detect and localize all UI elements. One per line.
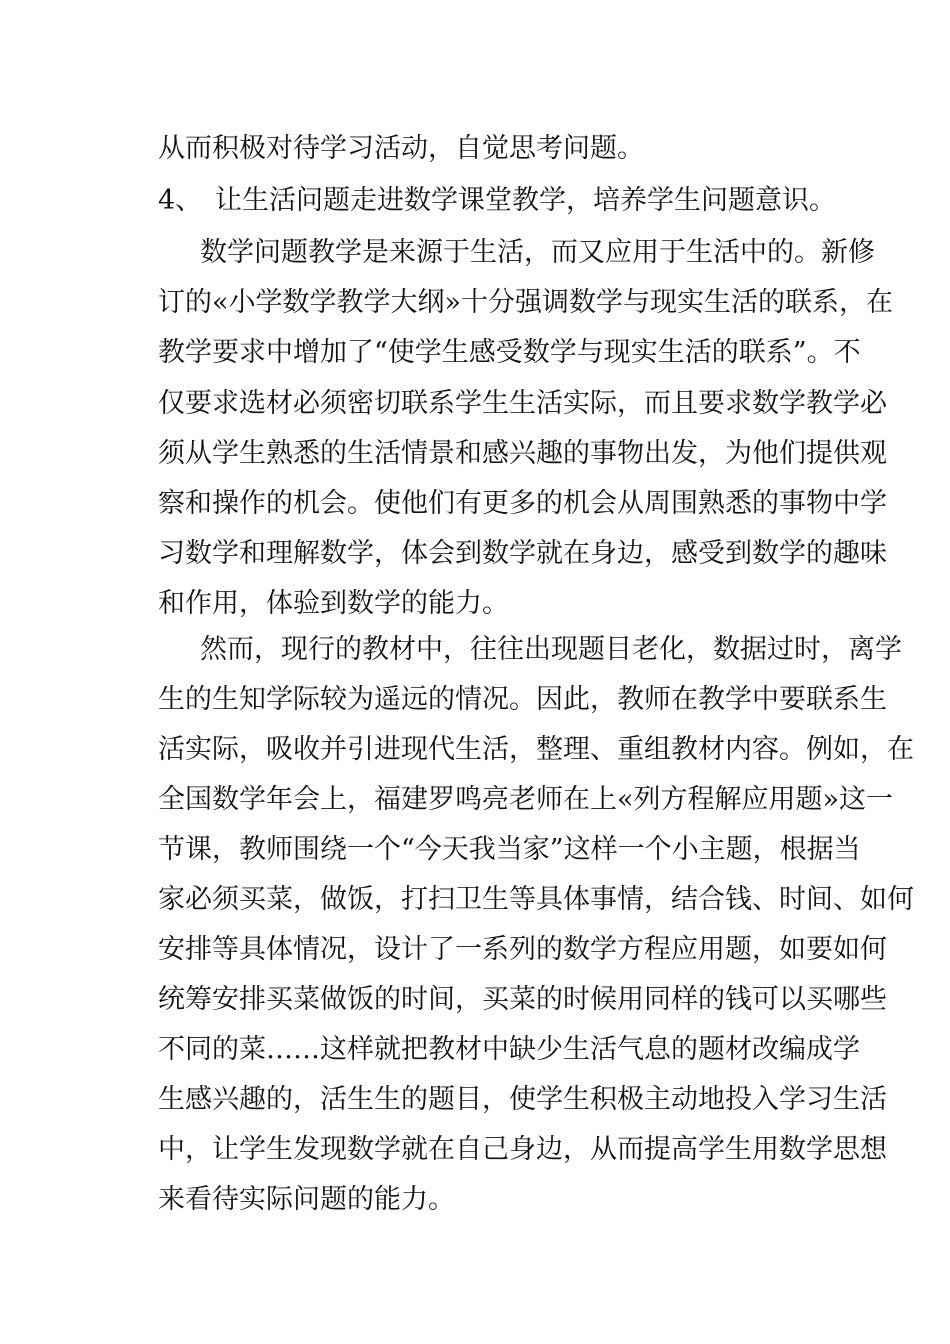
section-heading: 让生活问题走进数学课堂教学，培养学生问题意识。	[215, 185, 836, 216]
paragraph-line: 来看待实际问题的能力。	[158, 1184, 455, 1215]
paragraph-line: 习数学和理解数学，体会到数学就在身边，感受到数学的趣味	[158, 538, 887, 569]
paragraph-line: 安排等具体情况，设计了一系列的数学方程应用题，如要如何	[158, 934, 887, 965]
paragraph-line: 中，让学生发现数学就在自己身边，从而提高学生用数学思想	[158, 1134, 887, 1165]
paragraph-line: 须从学生熟悉的生活情景和感兴趣的事物出发，为他们提供观	[158, 438, 887, 469]
paragraph-line: 数学问题教学是来源于生活，而又应用于生活中的。新修	[200, 237, 875, 268]
paragraph-line: 统筹安排买菜做饭的时间，买菜的时候用同样的钱可以买哪些	[158, 984, 887, 1015]
paragraph-line: 生感兴趣的，活生生的题目，使学生积极主动地投入学习生活	[158, 1084, 887, 1115]
paragraph-line: 仅要求选材必须密切联系学生生活实际，而且要求数学教学必	[158, 388, 887, 419]
paragraph-line: 节课，教师围绕一个“今天我当家”这样一个小主题，根据当	[158, 834, 861, 865]
paragraph-line: 教学要求中增加了“使学生感受数学与现实生活的联系”。不	[158, 337, 861, 368]
section-number: 4、	[158, 185, 203, 216]
paragraph-line: 家必须买菜，做饭，打扫卫生等具体事情，结合钱、时间、如何	[158, 884, 914, 915]
paragraph-line: 活实际，吸收并引进现代生活，整理、重组教材内容。例如，在	[158, 734, 914, 765]
paragraph-line: 从而积极对待学习活动，自觉思考问题。	[158, 133, 644, 164]
paragraph-line: 不同的菜……这样就把教材中缺少生活气息的题材改编成学	[158, 1034, 860, 1065]
paragraph-line: 生的生知学际较为遥远的情况。因此，教师在教学中要联系生	[158, 684, 887, 715]
paragraph-line: 察和操作的机会。使他们有更多的机会从周围熟悉的事物中学	[158, 488, 887, 519]
paragraph-line: 然而，现行的教材中，往往出现题目老化，数据过时，离学	[200, 634, 902, 665]
paragraph-line: 订的«小学数学教学大纲»十分强调数学与现实生活的联系，在	[158, 287, 894, 318]
paragraph-line: 和作用，体验到数学的能力。	[158, 588, 509, 619]
paragraph-line: 全国数学年会上，福建罗鸣亮老师在上«列方程解应用题»这一	[158, 784, 894, 815]
